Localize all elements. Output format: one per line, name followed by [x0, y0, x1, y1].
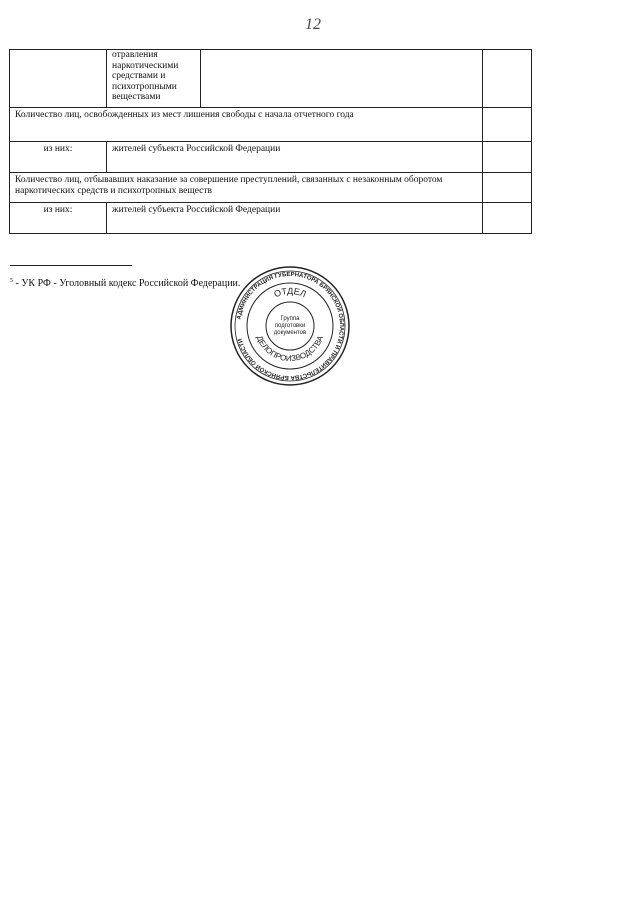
row-label: Количество лиц, отбывавших наказание за совершение преступлений, связанных с незаконным оборотом наркотических средств и психотропных веществ	[10, 173, 483, 203]
table-row	[10, 108, 532, 142]
table-cell	[10, 50, 107, 108]
seal-center-text: Группа	[280, 316, 300, 322]
row-sublabel: из них:	[10, 203, 107, 234]
table-row	[10, 50, 532, 108]
row-sublabel: из них:	[10, 142, 107, 173]
row-label: жителей субъекта Российской Федерации	[107, 142, 483, 173]
cell-text-line: веществами	[112, 92, 161, 102]
cell-text-line: отравления	[112, 50, 158, 60]
value-cell	[483, 203, 532, 234]
table-cell	[107, 50, 201, 108]
table-row	[10, 142, 532, 173]
table-row	[10, 203, 532, 234]
row-label: жителей субъекта Российской Федерации	[107, 203, 483, 234]
value-cell	[483, 108, 532, 142]
footnote	[10, 278, 240, 289]
seal-center-text: документов	[273, 330, 307, 336]
footnote-marker: 5	[10, 278, 13, 284]
seal-ring-text: АДМИНИСТРАЦИЯ ГУБЕРНАТОРА БРЯНСКОЙ ОБЛАСТИ И ПРАВИТЕЛЬСТВА БРЯНСКОЙ ОБЛАСТИ	[236, 271, 345, 381]
report-table	[9, 49, 532, 234]
footnote-text: - УК РФ - Уголовный кодекс Российской Федерации.	[13, 278, 241, 289]
cell-text-line: наркотическими	[112, 60, 179, 71]
row-label: Количество лиц, освобожденных из мест лишения свободы с начала отчетного года	[10, 108, 483, 142]
footnote-divider	[10, 265, 132, 266]
seal-center-text: подготовки	[274, 323, 306, 329]
cell-text-line: психотропными	[112, 81, 177, 92]
cell-text-line: средствами и	[112, 71, 166, 81]
value-cell	[483, 173, 532, 203]
value-cell	[483, 142, 532, 173]
seal-inner-bottom-text: ДЕЛОПРОИЗВОДСТВА	[254, 334, 326, 364]
table-row	[10, 173, 532, 203]
seal-inner-top-text: ОТДЕЛ	[272, 285, 308, 300]
official-seal	[228, 264, 352, 388]
page-number: 12	[305, 16, 321, 33]
table-cell	[201, 50, 483, 108]
value-cell	[483, 50, 532, 108]
